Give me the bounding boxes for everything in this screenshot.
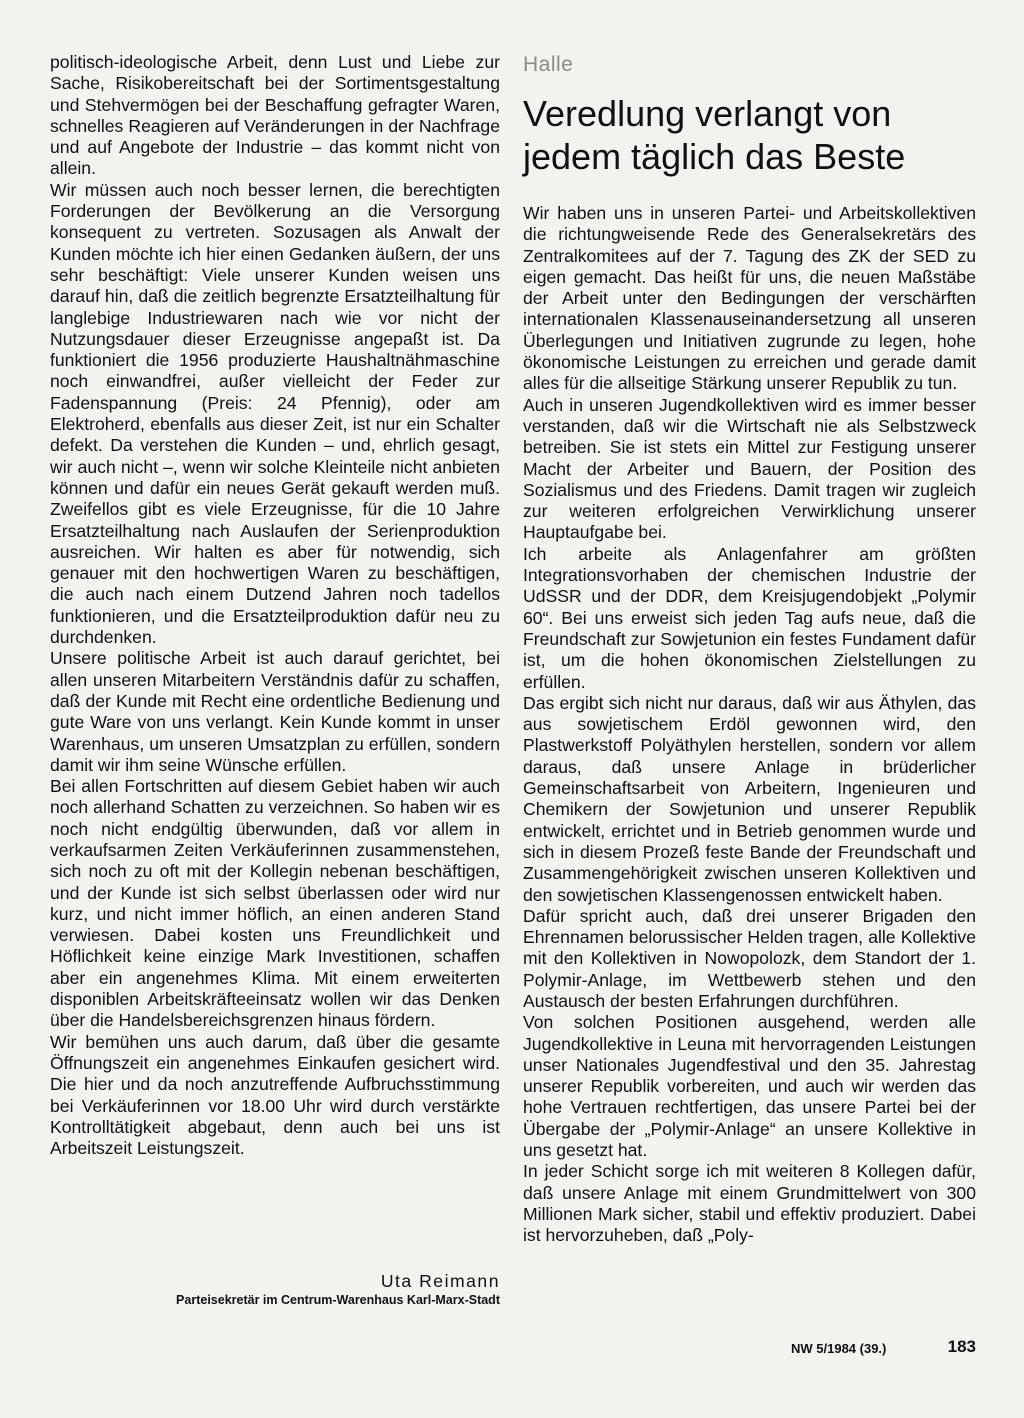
left-paragraph-5: Wir bemühen uns auch darum, daß über die gesamte Öffnungszeit ein angenehmes Einkaufen gesichert wird. Die hier und da noch anzutreffende Aufbruchsstimmung bei Verkäuferinnen vor 18.00 Uhr wird durch verstärkte Kontrolltätigkeit abgebaut, denn auch bei uns ist Arbeitszeit Leistungszeit. [50,1031,500,1159]
article-headline: Veredlung verlangt von jedem täglich das Beste [523,93,906,177]
page-footer [523,1337,976,1361]
right-paragraph-5: Dafür spricht auch, daß drei unserer Brigaden den Ehrennamen belorussischer Helden tragen, alle Kollektive mit den Kollektiven in Nowopolozk, dem Standort der 1. Polymir-Anlage, im Wettbewerb stehen und den Austausch der besten Erfahrungen durchführen. [523,905,976,1011]
right-paragraph-3: Ich arbeite als Anlagenfahrer am größten Integrationsvorhaben der chemischen Industrie der UdSSR und der DDR, dem Kreisjugendobjekt „Polymir 60“. Bei uns erweist sich jeden Tag aufs neue, daß die Freundschaft zur Sowjetunion ein festes Fundament dafür ist, um die hohen ökonomischen Zielstellungen zu erfüllen. [523,543,976,692]
page-number: 183 [947,1337,976,1356]
section-kicker: Halle [523,53,574,76]
author-role: Parteisekretär im Centrum-Warenhaus Karl-Marx-Stadt [176,1293,500,1307]
right-paragraph-4: Das ergibt sich nicht nur daraus, daß wir aus Äthylen, das aus sowjetischem Erdöl gewonnen wird, den Plastwerkstoff Polyäthylen herstellen, sondern vor allem daraus, daß unsere Anlage in brüderlicher Gemeinschaftsarbeit von Arbeitern, Ingenieuren und Chemikern der Sowjetunion und unserer Republik entwickelt, errichtet und in Betrieb genommen wurde und sich in diesem Prozeß feste Bande der Freundschaft und Zusammengehörigkeit zwischen unseren Kollektiven und den sowjetischen Klassengenossen entwickelt haben. [523,692,976,905]
author-name: Uta Reimann [380,1271,500,1291]
right-paragraph-1: Wir haben uns in unseren Partei- und Arbeitskollektiven die richtungweisende Rede des Generalsekretärs des Zentralkomitees auf der 7. Tagung des ZK der SED zu eigen gemacht. Das heißt für uns, die neuen Maßstäbe der Arbeit unter den Bedingungen der verschärften internationalen Klassenauseinandersetzung all unseren Überlegungen und Initiativen zugrunde zu legen, hohe ökonomische Leistungen zu erreichen und gerade damit alles für die allseitige Stärkung unserer Republik zu tun. [523,203,976,394]
left-paragraph-2: Wir müssen auch noch besser lernen, die berechtigten Forderungen der Bevölkerung an die Versorgung konsequent zu vertreten. Sozusagen als Anwalt der Kunden möchte ich hier einen Gedanken äußern, der uns sehr beschäftigt: Viele unserer Kunden weisen uns darauf hin, daß die zeitlich begrenzte Ersatzteilhaltung für langlebige Industriewaren nach wie vor nicht der Nutzungsdauer dieser Erzeugnisse angepaßt ist. Da funktioniert die 1956 produzierte Haushaltnähmaschine noch einwandfrei, außer vielleicht der Feder zur Fadenspannung (Preis: 24 Pfennig), oder am Elektroherd, ebenfalls aus dieser Zeit, ist nur ein Schalter defekt. Da verstehen die Kunden – und, ehrlich gesagt, wir auch nicht –, wenn wir solche Kleinteile nicht anbieten können und dafür ein neues Gerät gekauft werden muß. Zweifellos gibt es viele Erzeugnisse, für die 10 Jahre Ersatzteilhaltung nach Auslaufen der Serienproduktion ausreichen. Wir halten es aber für notwendig, sich genauer mit den hochwertigen Waren zu beschäftigen, die auch nach einem Dutzend Jahren noch tadellos funktionieren, und die Ersatzteilproduktion dafür neu zu durchdenken. [50,179,500,648]
author-signature [50,1270,500,1308]
right-paragraph-6: Von solchen Positionen ausgehend, werden alle Jugendkollektive in Leuna mit hervorragenden Leistungen unser Nationales Jugendfestival und den 35. Jahrestag unserer Republik vorbereiten, und auch wir werden das hohe Vertrauen rechtfertigen, das unsere Partei bei der Übergabe der „Polymir-Anlage“ an unsere Kollektive in uns gesetzt hat. [523,1012,976,1161]
issue-label: NW 5/1984 (39.) [791,1341,887,1356]
right-paragraph-7: In jeder Schicht sorge ich mit weiteren 8 Kollegen dafür, daß unsere Anlage mit einem Grundmittelwert von 300 Millionen Mark sicher, stabil und effektiv produziert. Dabei ist hervorzuheben, daß „Poly- [523,1161,976,1246]
left-paragraph-4: Bei allen Fortschritten auf diesem Gebiet haben wir auch noch allerhand Schatten zu verzeichnen. So haben wir es noch nicht endgültig überwunden, daß vor allem in verkaufsarmen Zeiten Verkäuferinnen zusammenstehen, sich noch zu oft mit der Kollegin nebenan beschäftigen, und der Kunde ist sich selbst überlassen oder wird nur kurz, und nicht immer höflich, an einen anderen Stand verwiesen. Dabei kosten uns Freundlichkeit und Höflichkeit keine einzige Mark Investitionen, schaffen aber ein angenehmes Klima. Mit einem erweiterten disponiblen Arbeitskräfteeinsatz wollen wir das Denken über die Handelsbereichsgrenzen hinaus fördern. [50,776,500,1031]
left-paragraph-1: politisch-ideologische Arbeit, denn Lust und Liebe zur Sache, Risikobereitschaft bei der Sortimentsgestaltung und Stehvermögen bei der Beschaffung gefragter Waren, schnelles Reagieren auf Veränderungen in der Nachfrage und auf Angebote der Industrie – das kommt nicht von allein. [50,52,500,179]
right-paragraph-2: Auch in unseren Jugendkollektiven wird es immer besser verstanden, daß wir die Wirtschaft nie als Selbstzweck betreiben. Sie ist stets ein Mittel zur Festigung unserer Macht der Arbeiter und Bauern, der Position des Sozialismus und des Friedens. Damit tragen wir zugleich zur weiteren erfolgreichen Verwirklichung unserer Hauptaufgabe bei. [523,394,976,543]
left-column [50,52,500,1159]
right-column [523,52,976,1247]
left-paragraph-3: Unsere politische Arbeit ist auch darauf gerichtet, bei allen unseren Mitarbeitern Verständnis dafür zu schaffen, daß der Kunde mit Recht eine ordentliche Bedienung und gute Ware von uns verlangt. Kein Kunde kommt in unser Warenhaus, um unseren Umsatzplan zu erfüllen, sondern damit wir ihm seine Wünsche erfüllen. [50,648,500,775]
